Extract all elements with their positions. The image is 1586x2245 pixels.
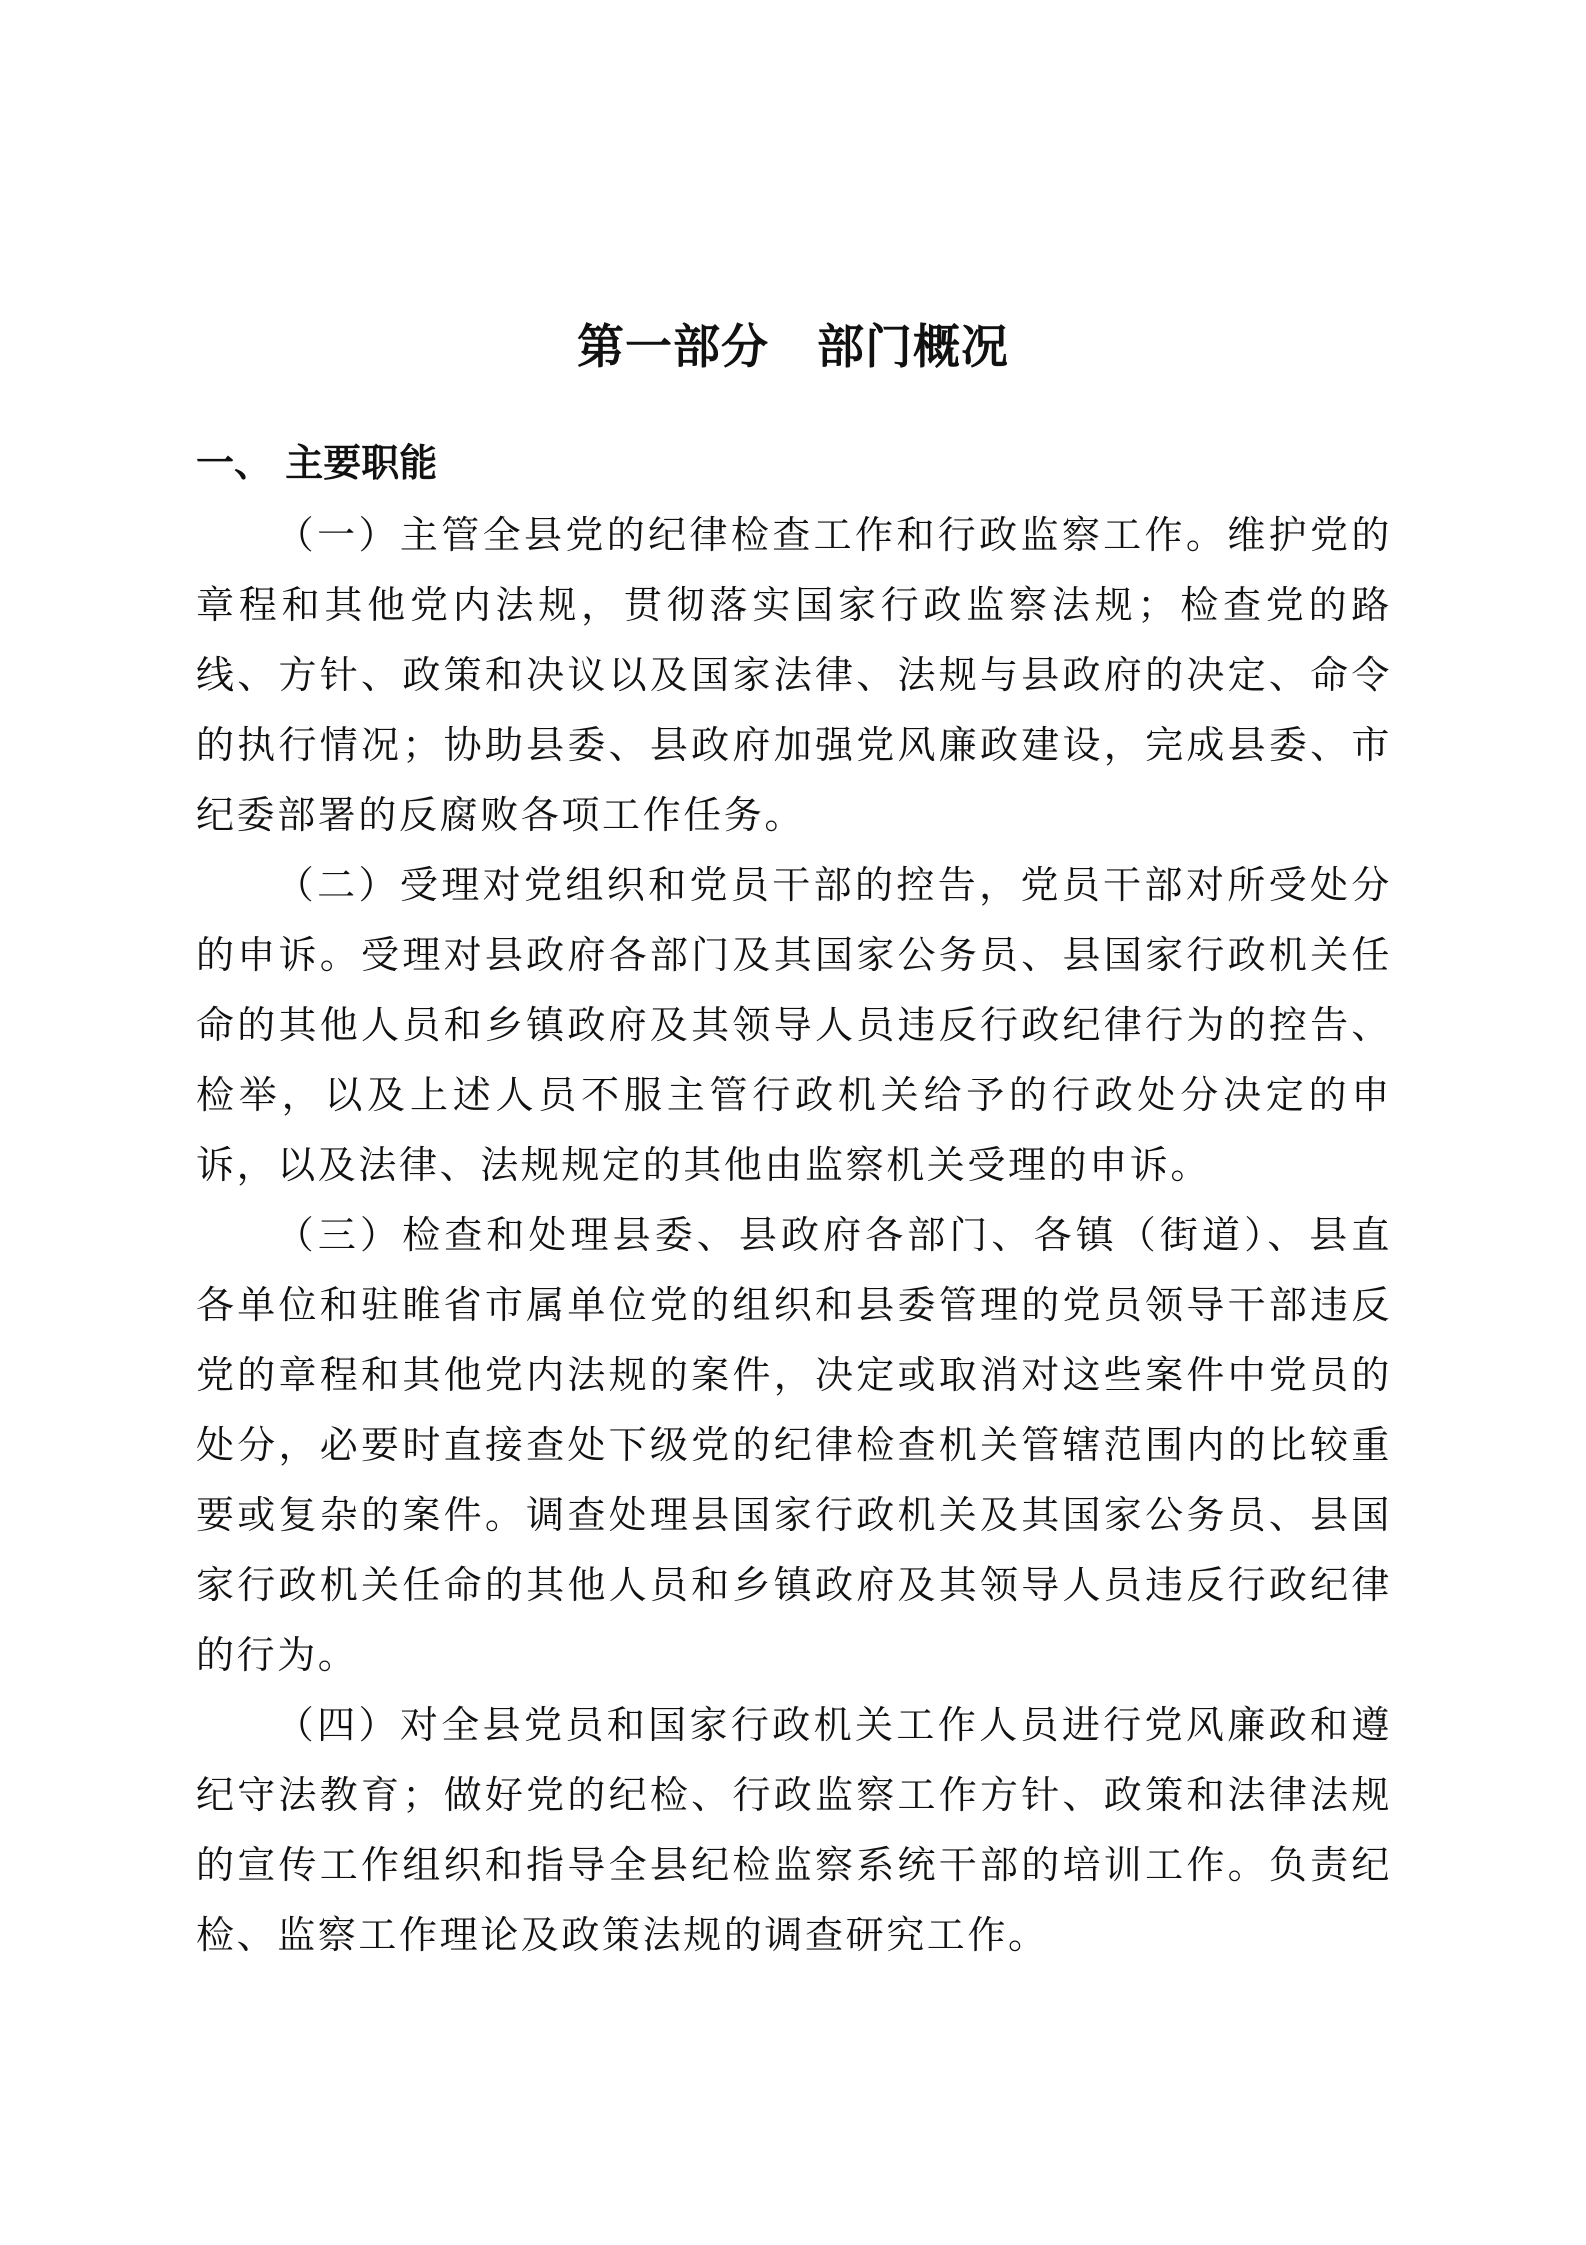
paragraph-function-4: （四）对全县党员和国家行政机关工作人员进行党风廉政和遵纪守法教育；做好党的纪检、行政监察工作方针、政策和法律法规的宣传工作组织和指导全县纪检监察系统干部的培训工作。负责纪检、监察工作理论及政策法规的调查研究工作。 <box>196 1703 1392 1957</box>
paragraph-function-1: （一）主管全县党的纪律检查工作和行政监察工作。维护党的章程和其他党内法规，贯彻落实国家行政监察法规；检查党的路线、方针、政策和决议以及国家法律、法规与县政府的决定、命令的执行情况；协助县委、县政府加强党风廉政建设，完成县委、市纪委部署的反腐败各项工作任务。 <box>196 513 1392 837</box>
paragraph-function-3: （三）检查和处理县委、县政府各部门、各镇（街道）、县直各单位和驻睢省市属单位党的组织和县委管理的党员领导干部违反党的章程和其他党内法规的案件，决定或取消对这些案件中党员的处分，必要时直接查处下级党的纪律检查机关管辖范围内的比较重要或复杂的案件。调查处理县国家行政机关及其国家公务员、县国家行政机关任命的其他人员和乡镇政府及其领导人员违反行政纪律的行为。 <box>196 1213 1392 1677</box>
section-heading-main-functions: 一、 主要职能 <box>196 441 438 485</box>
body-text <box>196 500 1392 1970</box>
paragraph-function-2: （二）受理对党组织和党员干部的控告，党员干部对所受处分的申诉。受理对县政府各部门及其国家公务员、县国家行政机关任命的其他人员和乡镇政府及其领导人员违反行政纪律行为的控告、检举，以及上述人员不服主管行政机关给予的行政处分决定的申诉，以及法律、法规规定的其他由监察机关受理的申诉。 <box>196 863 1392 1187</box>
page-title: 第一部分 部门概况 <box>577 320 1009 375</box>
